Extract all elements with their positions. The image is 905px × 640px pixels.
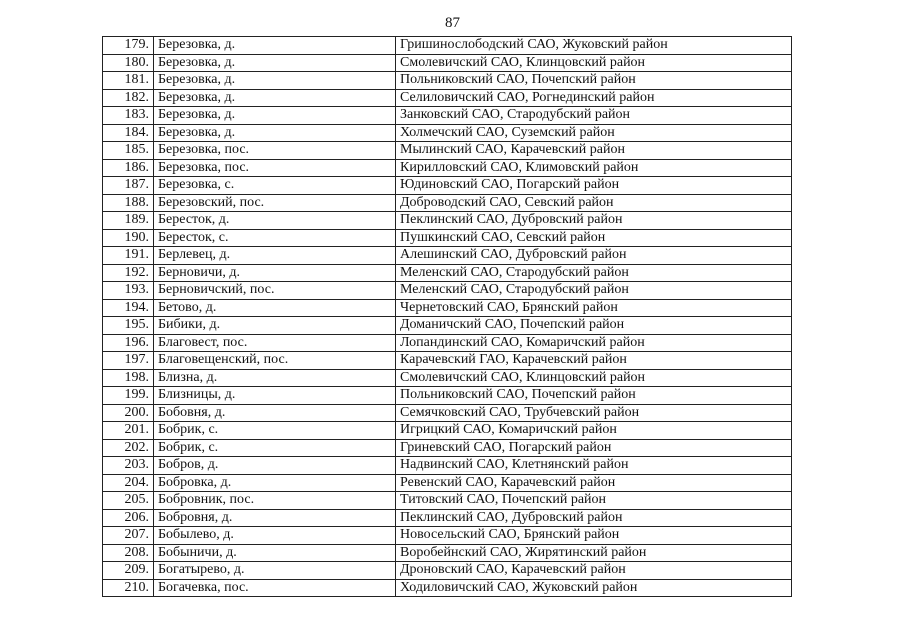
administrative-unit: Юдиновский САО, Погарский район [396,177,792,195]
table-row [103,282,792,300]
table-row [103,264,792,282]
settlement-name: Березовка, с. [154,177,396,195]
settlements-table [102,36,792,597]
settlement-name: Бетово, д. [154,299,396,317]
table-row [103,124,792,142]
administrative-unit: Пушкинский САО, Севский район [396,229,792,247]
row-number: 197. [103,352,154,370]
settlement-name: Бобылево, д. [154,527,396,545]
administrative-unit: Лопандинский САО, Комаричский район [396,334,792,352]
row-number: 191. [103,247,154,265]
administrative-unit: Игрицкий САО, Комаричский район [396,422,792,440]
row-number: 196. [103,334,154,352]
administrative-unit: Гришинослободский САО, Жуковский район [396,37,792,55]
settlement-name: Березовка, д. [154,54,396,72]
row-number: 188. [103,194,154,212]
row-number: 203. [103,457,154,475]
settlement-name: Березовка, д. [154,107,396,125]
settlement-name: Бобровня, д. [154,509,396,527]
administrative-unit: Смолевичский САО, Клинцовский район [396,369,792,387]
row-number: 180. [103,54,154,72]
administrative-unit: Титовский САО, Почепский район [396,492,792,510]
row-number: 198. [103,369,154,387]
row-number: 209. [103,562,154,580]
table-row [103,37,792,55]
administrative-unit: Холмечский САО, Суземский район [396,124,792,142]
settlement-name: Бересток, д. [154,212,396,230]
row-number: 194. [103,299,154,317]
row-number: 181. [103,72,154,90]
table-row [103,142,792,160]
settlement-name: Бобрик, с. [154,439,396,457]
settlement-name: Близницы, д. [154,387,396,405]
administrative-unit: Пеклинский САО, Дубровский район [396,509,792,527]
administrative-unit: Селиловичский САО, Рогнединский район [396,89,792,107]
administrative-unit: Мылинский САО, Карачевский район [396,142,792,160]
table-row [103,334,792,352]
settlement-name: Березовка, д. [154,124,396,142]
row-number: 202. [103,439,154,457]
row-number: 210. [103,579,154,597]
table-row [103,177,792,195]
row-number: 184. [103,124,154,142]
administrative-unit: Гриневский САО, Погарский район [396,439,792,457]
settlement-name: Березовка, д. [154,89,396,107]
administrative-unit: Польниковский САО, Почепский район [396,72,792,90]
table-row [103,439,792,457]
administrative-unit: Занковский САО, Стародубский район [396,107,792,125]
row-number: 195. [103,317,154,335]
administrative-unit: Чернетовский САО, Брянский район [396,299,792,317]
settlement-name: Березовка, д. [154,37,396,55]
administrative-unit: Польниковский САО, Почепский район [396,387,792,405]
settlement-name: Бобровка, д. [154,474,396,492]
table-row [103,369,792,387]
table-row [103,474,792,492]
table-row [103,404,792,422]
table-row [103,317,792,335]
row-number: 183. [103,107,154,125]
administrative-unit: Меленский САО, Стародубский район [396,264,792,282]
administrative-unit: Доброводский САО, Севский район [396,194,792,212]
row-number: 179. [103,37,154,55]
administrative-unit: Меленский САО, Стародубский район [396,282,792,300]
row-number: 204. [103,474,154,492]
row-number: 205. [103,492,154,510]
table-row [103,544,792,562]
table-row [103,352,792,370]
administrative-unit: Ревенский САО, Карачевский район [396,474,792,492]
row-number: 206. [103,509,154,527]
table-row [103,229,792,247]
settlement-name: Бобров, д. [154,457,396,475]
table-row [103,247,792,265]
row-number: 182. [103,89,154,107]
administrative-unit: Пеклинский САО, Дубровский район [396,212,792,230]
administrative-unit: Ходиловичский САО, Жуковский район [396,579,792,597]
row-number: 207. [103,527,154,545]
settlement-name: Бобрик, с. [154,422,396,440]
administrative-unit: Дроновский САО, Карачевский район [396,562,792,580]
settlement-name: Березовский, пос. [154,194,396,212]
settlement-name: Березовка, пос. [154,159,396,177]
settlement-name: Берлевец, д. [154,247,396,265]
table-row [103,159,792,177]
table-row [103,492,792,510]
page-number: 87 [445,15,460,31]
table-row [103,509,792,527]
administrative-unit: Смолевичский САО, Клинцовский район [396,54,792,72]
table-row [103,54,792,72]
table-row [103,89,792,107]
settlement-name: Бересток, с. [154,229,396,247]
table-row [103,72,792,90]
row-number: 190. [103,229,154,247]
row-number: 187. [103,177,154,195]
administrative-unit: Алешинский САО, Дубровский район [396,247,792,265]
settlement-name: Бобовня, д. [154,404,396,422]
table-row [103,562,792,580]
table-row [103,422,792,440]
table-row [103,212,792,230]
table-row [103,579,792,597]
settlement-name: Берновичский, пос. [154,282,396,300]
settlement-name: Благовест, пос. [154,334,396,352]
row-number: 208. [103,544,154,562]
administrative-unit: Кирилловский САО, Климовский район [396,159,792,177]
administrative-unit: Семячковский САО, Трубчевский район [396,404,792,422]
administrative-unit: Карачевский ГАО, Карачевский район [396,352,792,370]
settlement-name: Близна, д. [154,369,396,387]
settlement-name: Берновичи, д. [154,264,396,282]
table-row [103,527,792,545]
row-number: 192. [103,264,154,282]
administrative-unit: Новосельский САО, Брянский район [396,527,792,545]
settlement-name: Богачевка, пос. [154,579,396,597]
table-row [103,194,792,212]
row-number: 201. [103,422,154,440]
settlements-table-body [103,37,792,597]
settlement-name: Благовещенский, пос. [154,352,396,370]
row-number: 199. [103,387,154,405]
settlement-name: Бибики, д. [154,317,396,335]
settlement-name: Бобровник, пос. [154,492,396,510]
administrative-unit: Надвинский САО, Клетнянский район [396,457,792,475]
administrative-unit: Доманичский САО, Почепский район [396,317,792,335]
settlement-name: Богатырево, д. [154,562,396,580]
table-row [103,299,792,317]
row-number: 189. [103,212,154,230]
row-number: 186. [103,159,154,177]
row-number: 193. [103,282,154,300]
settlement-name: Березовка, д. [154,72,396,90]
table-row [103,387,792,405]
settlement-name: Бобыничи, д. [154,544,396,562]
administrative-unit: Воробейнский САО, Жирятинский район [396,544,792,562]
table-row [103,457,792,475]
table-row [103,107,792,125]
settlement-name: Березовка, пос. [154,142,396,160]
row-number: 200. [103,404,154,422]
row-number: 185. [103,142,154,160]
